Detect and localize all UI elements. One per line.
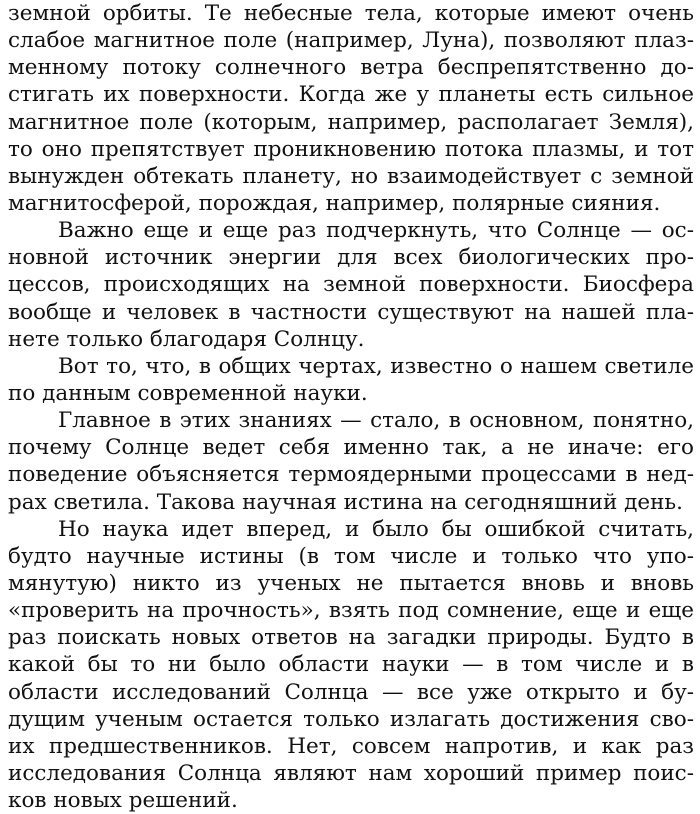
text-line: магнитосферой, порождая, например, полярные сияния.	[8, 190, 661, 216]
text-line: слабое магнитное поле (например, Луна), позволяют плаз-	[8, 28, 694, 54]
text-line: Вот то, что, в общих чертах, известно о нашем светиле	[58, 353, 694, 379]
body-text	[8, 0, 694, 814]
text-line: исследования Солнца являют нам хороший пример поис-	[8, 760, 694, 786]
text-line: мянутую) никто из ученых не пытается вновь и вновь	[8, 570, 694, 596]
text-line: Но наука идет вперед, и было бы ошибкой считать,	[58, 516, 694, 542]
text-line: вынужден обтекать планету, но взаимодействует с земной	[8, 163, 694, 189]
text-line: цессов, происходящих на земной поверхности. Биосфера	[8, 272, 694, 298]
text-line: по данным современной науки.	[8, 380, 368, 406]
text-line: «проверить на прочность», взять под сомнение, еще и еще	[8, 598, 694, 624]
text-line: раз поискать новых ответов на загадки природы. Будто в	[8, 625, 694, 651]
text-line: рах светила. Такова научная истина на сегодняшний день.	[8, 489, 683, 515]
text-line: почему Солнце ведет себя именно так, а не иначе: его	[8, 435, 694, 461]
text-line: какой бы то ни было области науки — в том числе и в	[8, 652, 694, 678]
text-line: нете только благодаря Солнцу.	[8, 326, 365, 352]
text-line: дущим ученым остается только излагать достижения сво-	[8, 706, 694, 732]
text-line: области исследований Солнца — все уже открыто и бу-	[8, 679, 694, 705]
text-line: ков новых решений.	[8, 788, 238, 814]
text-line: Главное в этих знаниях — стало, в основном, понятно,	[58, 408, 694, 434]
text-line: новной источник энергии для всех биологических про-	[8, 245, 694, 271]
text-line: стигать их поверхности. Когда же у планеты есть сильное	[8, 82, 694, 108]
text-line: магнитное поле (которым, например, располагает Земля),	[8, 109, 694, 135]
text-line: вообще и человек в частности существуют на нашей пла-	[8, 299, 694, 325]
text-line: будто научные истины (в том числе и только что упо-	[8, 543, 694, 569]
text-line: менному потоку солнечного ветра беспрепятственно до-	[8, 55, 694, 81]
text-line: Важно еще и еще раз подчеркнуть, что Солнце — ос-	[58, 218, 694, 244]
text-line: поведение объясняется термоядерными процессами в нед-	[8, 462, 694, 488]
text-line: то оно препятствует проникновению потока плазмы, и тот	[8, 136, 694, 162]
text-line: их предшественников. Нет, совсем напротив, и как раз	[8, 733, 694, 759]
text-line: земной орбиты. Те небесные тела, которые имеют очень	[8, 1, 694, 26]
